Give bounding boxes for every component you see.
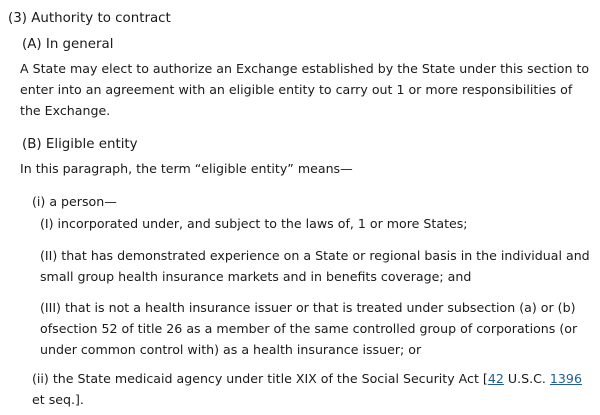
usc-title-42-link[interactable]: 42 xyxy=(487,371,504,386)
clause-ii xyxy=(32,368,592,410)
subparagraph-a-text: A State may elect to authorize an Exchange established by the State under this section to enter into an agreement with an eligible entity to carry out 1 or more responsibilities of the Exchange. xyxy=(20,61,590,118)
usc-section-1396-link[interactable]: 1396 xyxy=(549,371,582,386)
subclause-I: (I) incorporated under, and subject to the laws of, 1 or more States; xyxy=(40,216,468,231)
clause-ii-suffix: et seq.]. xyxy=(32,392,84,407)
clause-i: (i) a person— xyxy=(32,194,117,209)
subparagraph-a-heading: (A) In general xyxy=(22,37,114,52)
subclause-III: (III) that is not a health insurance issuer or that is treated under subsection (a) or (b) ofsection 52 of title 26 as a member of the same controlled group of corporations (or under common control with) as a health insurance issuer; or xyxy=(40,300,578,357)
subparagraph-b-heading: (B) Eligible entity xyxy=(22,137,138,152)
clause-ii-prefix: (ii) the State medicaid agency under title XIX of the Social Security Act [ xyxy=(32,371,488,386)
subparagraph-b-intro: In this paragraph, the term “eligible entity” means— xyxy=(20,161,353,176)
subclause-II: (II) that has demonstrated experience on a State or regional basis in the individual and small group health insurance markets and in benefits coverage; and xyxy=(40,248,590,284)
clause-ii-middle: U.S.C. xyxy=(503,371,550,386)
paragraph-3-heading: (3) Authority to contract xyxy=(8,11,171,26)
